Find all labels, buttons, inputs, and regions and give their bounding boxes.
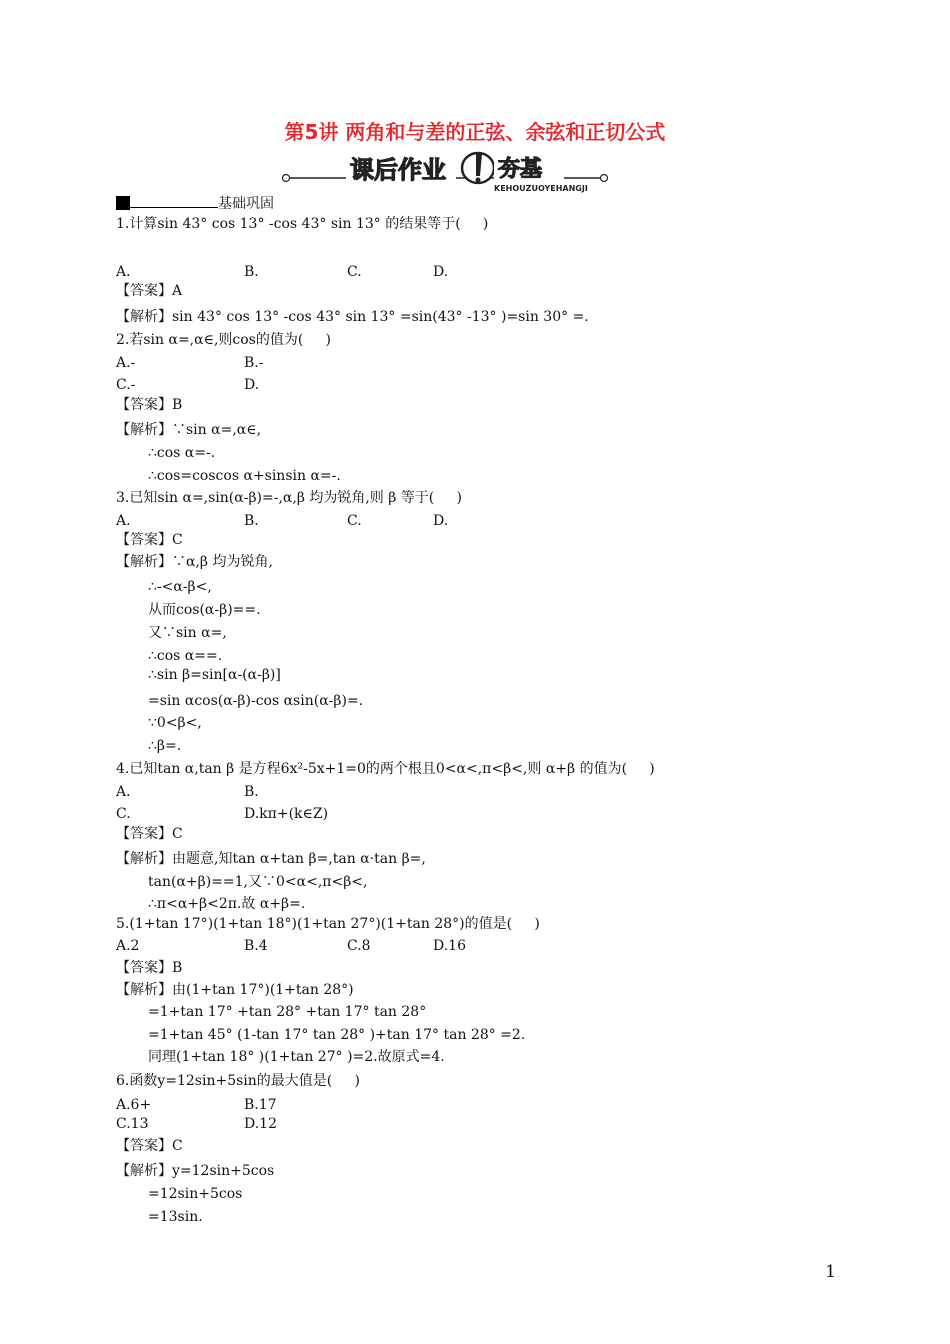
q1-analysis: 【解析】sin 43° cos 13° -cos 43° sin 13° =sin(43° -13° )=sin 30° =. <box>116 309 589 325</box>
q4-option-a: A. <box>116 784 131 800</box>
q6-option-a: A.6+ <box>116 1097 152 1113</box>
question-6: 6.函数y=12sin+5sin的最大值是( ) <box>116 1073 360 1089</box>
q1-option-d: D. <box>433 264 449 280</box>
q3-option-b: B. <box>244 513 259 529</box>
q3-analysis: 【解析】∵α,β 均为锐角, <box>116 554 273 570</box>
q3-analysis-line: ∵0<β<, <box>148 715 202 731</box>
q6-option-b: B.17 <box>244 1097 277 1113</box>
q1-answer: 【答案】A <box>116 283 183 299</box>
q5-option-b: B.4 <box>244 938 268 954</box>
q6-answer: 【答案】C <box>116 1138 183 1154</box>
page-number: 1 <box>825 1262 836 1282</box>
banner-sub-text: 夯基 <box>498 157 543 182</box>
q2-analysis: 【解析】∵sin α=,α∈, <box>116 422 262 438</box>
section-marker-icon <box>116 196 130 210</box>
q3-analysis-line: ∴cos α==. <box>148 648 223 664</box>
q4-analysis-line: tan(α+β)==1,又∵0<α<,π<β<, <box>148 874 368 890</box>
q5-analysis-line: 同理(1+tan 18° )(1+tan 27° )=2.故原式=4. <box>148 1049 445 1065</box>
section-rule <box>130 207 218 208</box>
q4-option-c: C. <box>116 806 131 822</box>
q3-option-c: C. <box>347 513 362 529</box>
q3-option-d: D. <box>433 513 449 529</box>
banner-main-text: 课后作业 <box>350 156 446 184</box>
page-title: 第5讲 两角和与差的正弦、余弦和正切公式 <box>284 120 666 144</box>
q4-analysis-line: ∴π<α+β<2π.故 α+β=. <box>148 896 306 912</box>
q5-option-d: D.16 <box>433 938 466 954</box>
question-2: 2.若sin α=,α∈,则cos的值为( ) <box>116 332 332 348</box>
q2-option-c: C.- <box>116 377 136 393</box>
q6-analysis: 【解析】y=12sin+5cos <box>116 1163 275 1179</box>
q3-analysis-line: 从而cos(α-β)==. <box>148 602 261 618</box>
q2-analysis-line: ∴cos=coscos α+sinsin α=-. <box>148 468 341 484</box>
q3-option-a: A. <box>116 513 131 529</box>
q5-analysis-line: =1+tan 17° +tan 28° +tan 17° tan 28° <box>148 1004 427 1020</box>
q1-option-a: A. <box>116 264 131 280</box>
q3-analysis-line: ∴sin β=sin[α-(α-β)] <box>148 667 281 683</box>
question-5: 5.(1+tan 17°)(1+tan 18°)(1+tan 27°)(1+tan 28°)的值是( ) <box>116 916 540 932</box>
q3-analysis-line: ∴β=. <box>148 738 182 754</box>
question-1: 1.计算sin 43° cos 13° -cos 43° sin 13° 的结果等于( ) <box>116 216 489 232</box>
q4-option-d: D.kπ+(k∈Z) <box>244 806 329 822</box>
banner-pinyin: KEHOUZUOYEHANGJI <box>494 184 588 193</box>
section-heading <box>116 193 274 213</box>
q4-option-b: B. <box>244 784 259 800</box>
q4-analysis: 【解析】由题意,知tan α+tan β=,tan α·tan β=, <box>116 851 426 867</box>
q4-answer: 【答案】C <box>116 826 183 842</box>
q5-answer: 【答案】B <box>116 960 183 976</box>
question-4: 4.已知tan α,tan β 是方程6x²-5x+1=0的两个根且0<α<,π<β<,则 α+β 的值为( ) <box>116 761 655 777</box>
q5-option-c: C.8 <box>347 938 371 954</box>
q3-analysis-line: 又∵sin α=, <box>148 625 227 641</box>
q1-option-b: B. <box>244 264 259 280</box>
homework-banner <box>280 148 610 196</box>
question-3: 3.已知sin α=,sin(α-β)=-,α,β 均为锐角,则 β 等于( ) <box>116 490 462 506</box>
q2-answer: 【答案】B <box>116 397 183 413</box>
q3-analysis-line: =sin αcos(α-β)-cos αsin(α-β)=. <box>148 693 364 709</box>
q2-option-d: D. <box>244 377 260 393</box>
q2-option-a: A.- <box>116 355 136 371</box>
q6-analysis-line: =13sin. <box>148 1209 203 1225</box>
q5-analysis-line: =1+tan 45° (1-tan 17° tan 28° )+tan 17° tan 28° =2. <box>148 1027 526 1043</box>
q5-option-a: A.2 <box>116 938 140 954</box>
section-title: 基础巩固 <box>218 196 274 212</box>
q5-analysis: 【解析】由(1+tan 17°)(1+tan 28°) <box>116 982 354 998</box>
q2-analysis-line: ∴cos α=-. <box>148 445 216 461</box>
q3-answer: 【答案】C <box>116 532 183 548</box>
q6-option-d: D.12 <box>244 1116 277 1132</box>
q6-analysis-line: =12sin+5cos <box>148 1186 243 1202</box>
q1-option-c: C. <box>347 264 362 280</box>
q2-option-b: B.- <box>244 355 264 371</box>
q6-option-c: C.13 <box>116 1116 149 1132</box>
q3-analysis-line: ∴-<α-β<, <box>148 579 212 595</box>
